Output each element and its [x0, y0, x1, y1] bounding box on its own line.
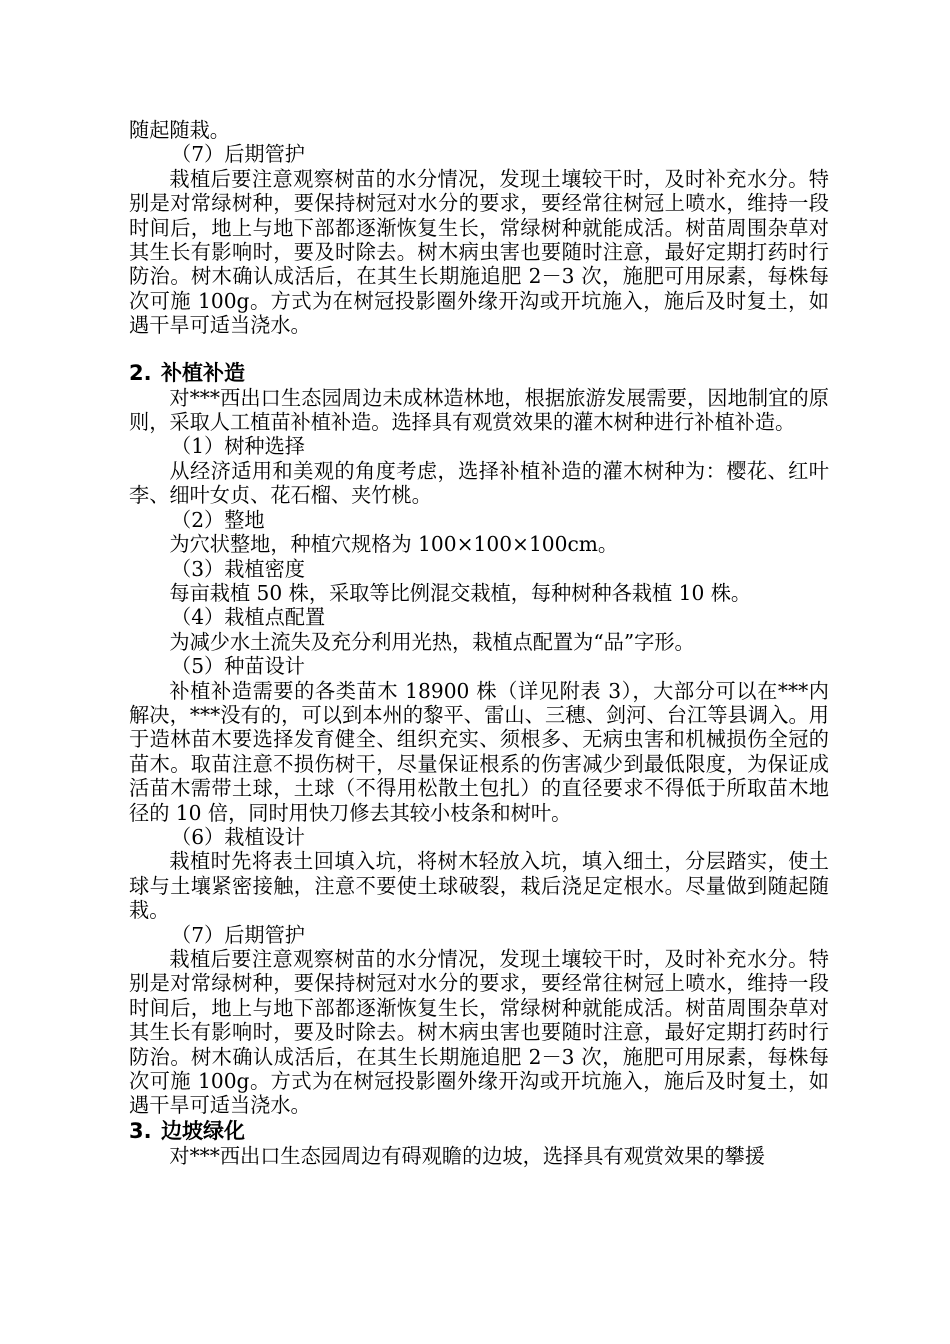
- section-gap: [129, 338, 829, 360]
- subsection-title: （2）整地: [171, 507, 265, 532]
- paragraph: 为减少水土流失及充分利用光热，栽植点配置为“品”字形。: [169, 629, 695, 654]
- subsection-title: （7）后期管护: [171, 142, 305, 167]
- subsection-title: （6）栽植设计: [171, 824, 305, 849]
- subsection-title: （7）后期管护: [171, 922, 305, 947]
- paragraph: 对***西出口生态园周边未成林造林地，根据旅游发展需要，因地制宜的原则，采取人工植苗补植补造。选择具有观赏效果的灌木树种进行补植补造。: [129, 385, 829, 435]
- paragraph: 栽植后要注意观察树苗的水分情况，发现土壤较干时，及时补充水分。特别是对常绿树种，要保持树冠对水分的要求，要经常往树冠上喷水，维持一段时间后，地上与地下部都逐渐恢复生长，常绿树种就能成活。树苗周围杂草对其生长有影响时，要及时除去。树木病虫害也要随时注意，最好定期打药时行防治。树木确认成活后，在其生长期施追肥 2－3 次，施肥可用尿素，每株每次可施 100g。方式为在树冠投影圈外缘开沟或开坑施入，施后及时复土，如遇干旱可适当浇水。: [129, 166, 829, 338]
- section-title: 补植补造: [161, 360, 245, 385]
- section-number: 3.: [129, 1118, 152, 1143]
- section-title: 边坡绿化: [161, 1118, 245, 1143]
- subsection-title: （4）栽植点配置: [171, 605, 326, 630]
- paragraph: 为穴状整地，种植穴规格为 100×100×100cm。: [169, 532, 619, 557]
- paragraph: 对***西出口生态园周边有碍观瞻的边坡，选择具有观赏效果的攀援: [169, 1143, 765, 1168]
- document-body: [129, 118, 829, 1168]
- paragraph: 栽植时先将表土回填入坑，将树木轻放入坑，填入细土，分层踏实，使土球与土壤紧密接触，注意不要使土球破裂，栽后浇足定根水。尽量做到随起随栽。: [129, 849, 829, 923]
- subsection-title: （5）种苗设计: [171, 654, 305, 679]
- paragraph: 每亩栽植 50 株，采取等比例混交栽植，每种树种各栽植 10 株。: [169, 580, 752, 605]
- subsection-title: （3）栽植密度: [171, 556, 305, 581]
- section-heading-3: [129, 1118, 829, 1144]
- subsection-title: （1）树种选择: [171, 434, 305, 459]
- paragraph: 随起随栽。: [129, 118, 230, 142]
- paragraph: 栽植后要注意观察树苗的水分情况，发现土壤较干时，及时补充水分。特别是对常绿树种，要保持树冠对水分的要求，要经常往树冠上喷水，维持一段时间后，地上与地下部都逐渐恢复生长，常绿树种就能成活。树苗周围杂草对其生长有影响时，要及时除去。树木病虫害也要随时注意，最好定期打药时行防治。树木确认成活后，在其生长期施追肥 2－3 次，施肥可用尿素，每株每次可施 100g。方式为在树冠投影圈外缘开沟或开坑施入，施后及时复土，如遇干旱可适当浇水。: [129, 947, 829, 1118]
- paragraph: 补植补造需要的各类苗木 18900 株（详见附表 3），大部分可以在***内解决，***没有的，可以到本州的黎平、雷山、三穗、剑河、台江等县调入。用于造林苗木要选择发育健全、组织充实、须根多、无病虫害和机械损伤全冠的苗木。取苗注意不损伤树干，尽量保证根系的伤害减少到最低限度，为保证成活苗木需带土球，土球（不得用松散土包扎）的直径要求不得低于所取苗木地径的 10 倍，同时用快刀修去其较小枝条和树叶。: [129, 678, 829, 825]
- paragraph: 从经济适用和美观的角度考虑，选择补植补造的灌木树种为：樱花、红叶李、细叶女贞、花石榴、夹竹桃。: [129, 458, 829, 508]
- section-number: 2.: [129, 360, 152, 385]
- section-heading-2: [129, 360, 829, 386]
